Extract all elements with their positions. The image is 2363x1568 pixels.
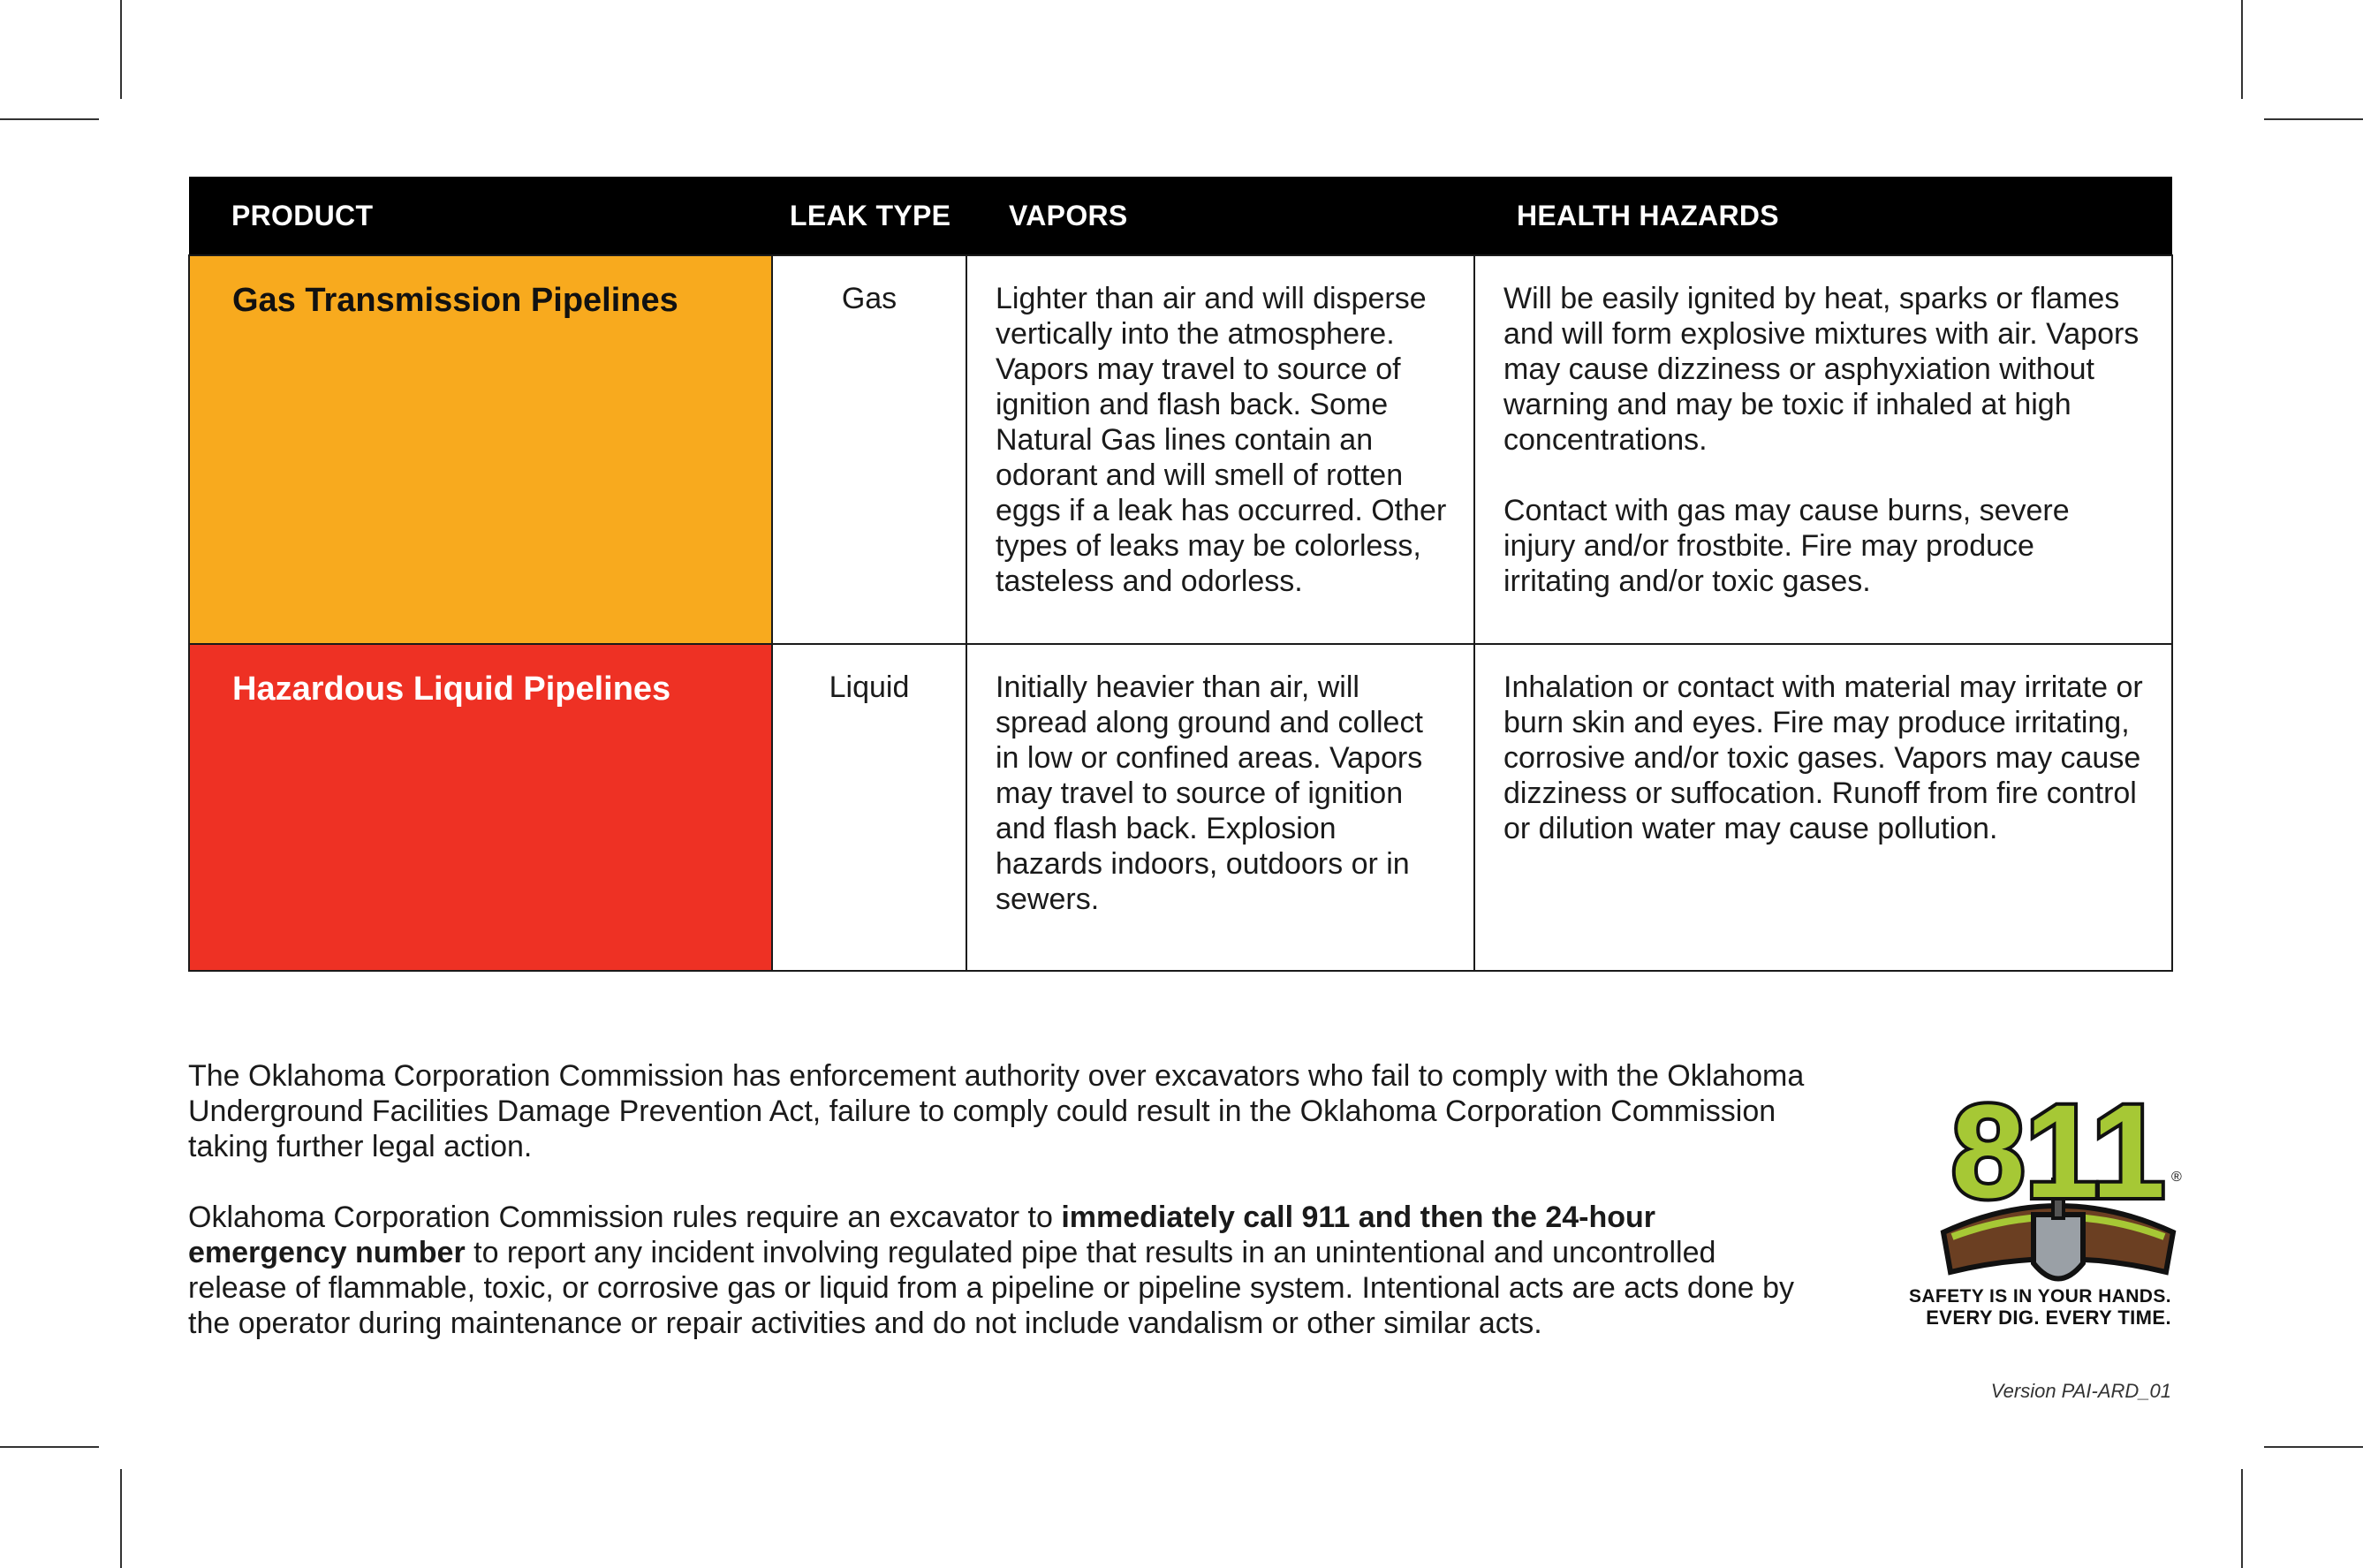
health-hazards-cell xyxy=(1474,644,2172,971)
tagline-line2: EVERY DIG. EVERY TIME. xyxy=(1926,1307,2171,1329)
leak-type-cell: Liquid xyxy=(772,644,966,971)
reporting-paragraph: Oklahoma Corporation Commission rules require an excavator to immediately call 911 and then the 24-hour emergency number to report any incident involving regulated pipe that results in an unintentional and uncontrolled release of flammable, toxic, or corrosive gas or liquid from a pipeline or pipeline system. Intentional acts are acts done by the operator during maintenance or repair activities and do not include vandalism or other similar acts. xyxy=(188,1201,1795,1340)
vapors-cell: Initially heavier than air, will spread along ground and collect in low or confined areas. Vapors may travel to source of ignition and flash back. Explosion hazards indoors, outdoors or in sewers. xyxy=(966,644,1474,971)
tagline-line1: SAFETY IS IN YOUR HANDS. xyxy=(1908,1286,2171,1307)
header-health-hazards: HEALTH HAZARDS xyxy=(1474,177,2172,255)
registered-mark: ® xyxy=(2171,1170,2182,1185)
crop-mark xyxy=(2241,0,2243,99)
logo-tagline xyxy=(1899,1286,2171,1329)
header-product: PRODUCT xyxy=(189,177,772,255)
table-header-row xyxy=(189,177,2172,255)
crop-mark xyxy=(0,1446,99,1448)
crop-mark xyxy=(120,0,122,99)
health-hazards-text: Contact with gas may cause burns, severe injury and/or frostbite. Fire may produce irritating and/or toxic gases. xyxy=(1503,494,2070,598)
header-vapors: VAPORS xyxy=(966,177,1474,255)
product-cell: Gas Transmission Pipelines xyxy=(189,255,772,644)
health-hazards-cell xyxy=(1474,255,2172,644)
product-cell: Hazardous Liquid Pipelines xyxy=(189,644,772,971)
leak-type-cell: Gas xyxy=(772,255,966,644)
header-leak-type: LEAK TYPE xyxy=(772,177,966,255)
enforcement-paragraph: The Oklahoma Corporation Commission has enforcement authority over excavators who fail to comply with the Oklahoma Underground Facilities Damage Prevention Act, failure to comply could result in the Oklahoma Corporation Commission taking further legal action. xyxy=(188,1059,1805,1163)
crop-mark xyxy=(2241,1469,2243,1568)
logo-text: 811 xyxy=(1951,1077,2165,1225)
table-row xyxy=(189,644,2172,971)
version-label: Version PAI-ARD_01 xyxy=(1990,1380,2171,1402)
footer-text xyxy=(188,1058,1814,1376)
health-hazards-text: Inhalation or contact with material may irritate or burn skin and eyes. Fire may produce irritating, corrosive and/or toxic gases. Vapors may cause dizziness or suffocation. Runoff from fire control or dilution water may cause pollution. xyxy=(1503,670,2143,845)
crop-mark xyxy=(120,1469,122,1568)
crop-mark xyxy=(2264,118,2363,120)
health-hazards-text: Will be easily ignited by heat, sparks or flames and will form explosive mixtures with air. Vapors may cause dizziness or asphyxiation without warning and may be toxic if inhaled at high concentrations. xyxy=(1503,282,2140,457)
vapors-cell: Lighter than air and will disperse vertically into the atmosphere. Vapors may travel to source of ignition and flash back. Some Natural Gas lines contain an odorant and will smell of rotten eggs if a leak has occurred. Other types of leaks may be colorless, tasteless and odorless. xyxy=(966,255,1474,644)
crop-mark xyxy=(2264,1446,2363,1448)
table-row xyxy=(189,255,2172,644)
hazard-table xyxy=(188,177,2173,972)
crop-mark xyxy=(0,118,99,120)
emphasis-text: immediately call 911 and then the 24-hour emergency number xyxy=(188,1201,1655,1269)
